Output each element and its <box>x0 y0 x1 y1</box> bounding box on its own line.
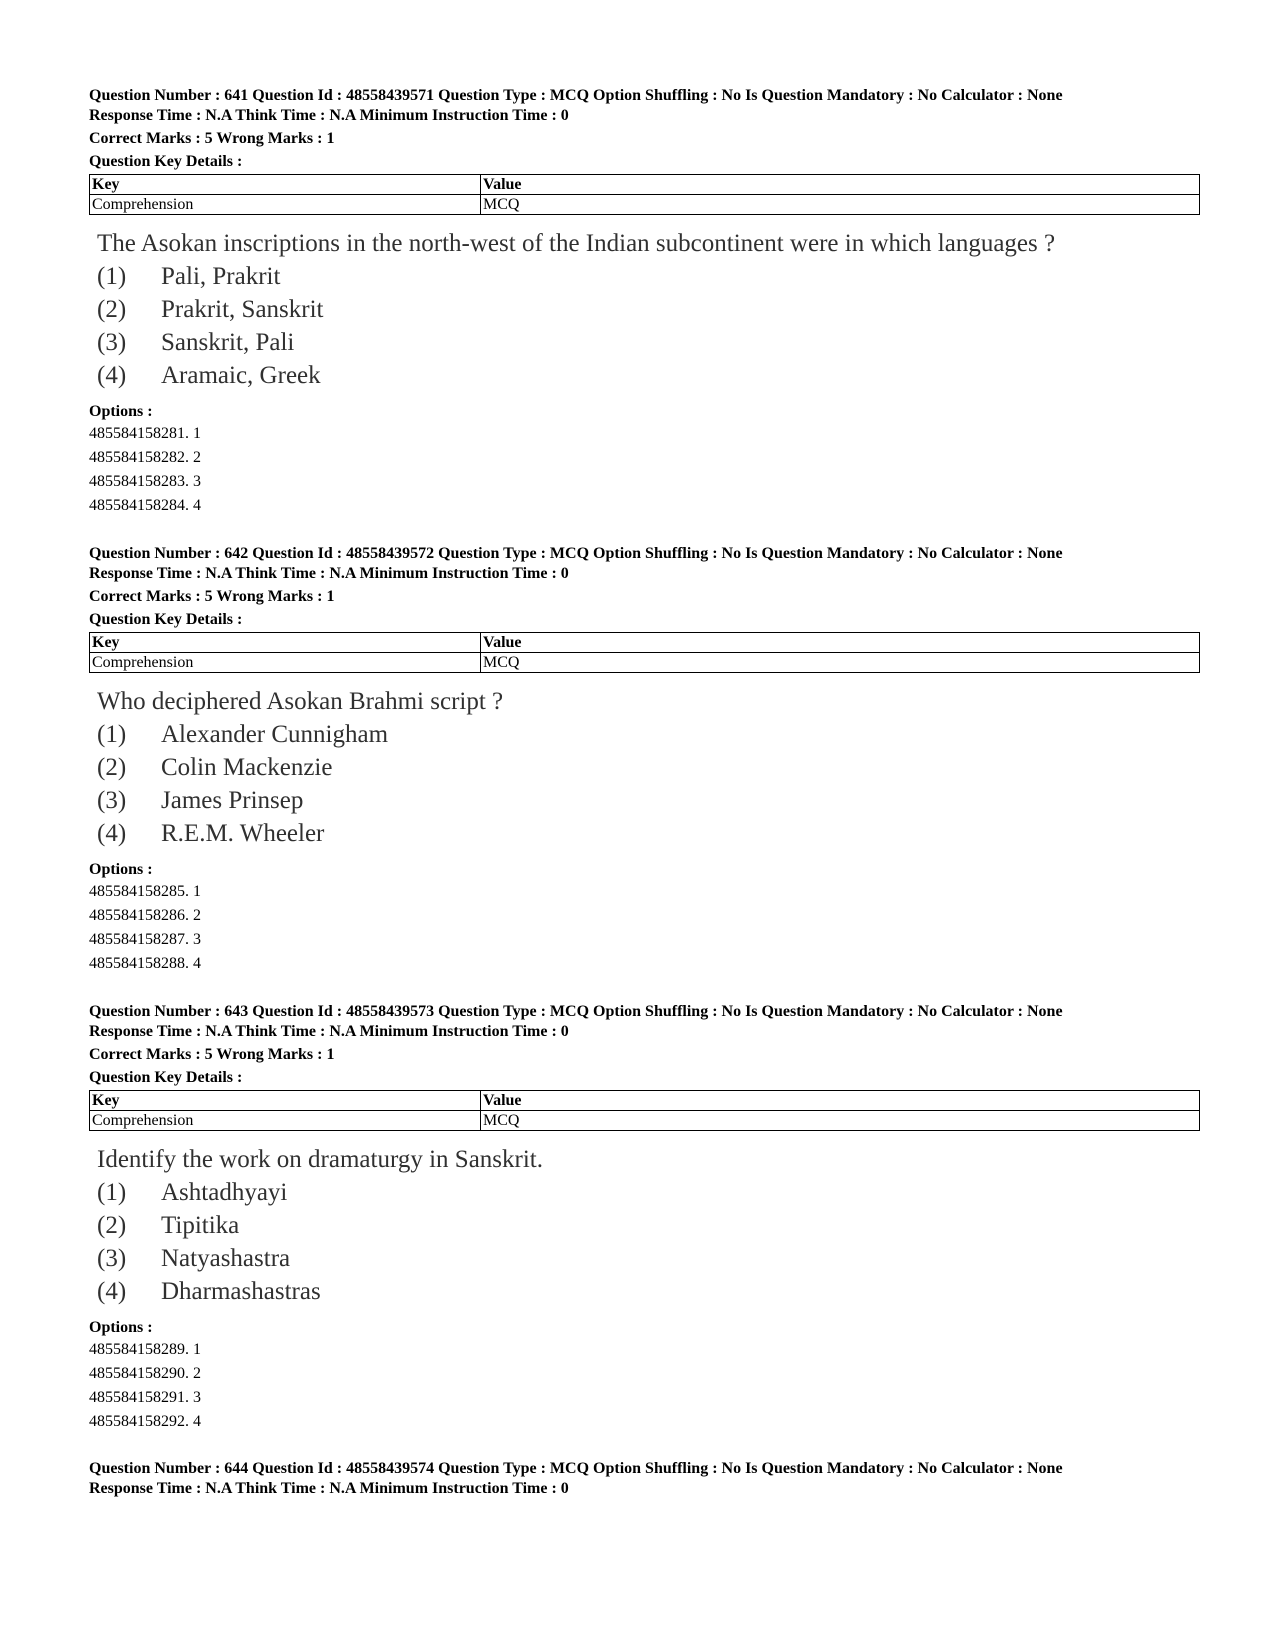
choice-item <box>97 293 1199 326</box>
choice-text: Pali, Prakrit <box>161 263 281 290</box>
table-row <box>90 653 1200 673</box>
choice-number: (2) <box>97 754 127 781</box>
question-key-table <box>89 1090 1200 1131</box>
choice-text: Ashtadhyayi <box>161 1179 288 1206</box>
choice-text: Colin Mackenzie <box>161 754 333 781</box>
choice-item <box>97 359 1199 392</box>
question-content <box>97 1143 1199 1308</box>
question-block-642 <box>89 544 1199 976</box>
question-content <box>97 685 1199 850</box>
options-label: Options : <box>89 403 153 420</box>
list-item: 485584158288. 4 <box>89 955 201 972</box>
choice-text: R.E.M. Wheeler <box>161 820 325 847</box>
table-cell-value: MCQ <box>481 195 1200 215</box>
question-header-line: Question Number : 644 Question Id : 48558439574 Question Type : MCQ Option Shuffling : No Is Question Mandatory : No Calculator : None <box>89 1460 1063 1477</box>
question-marks-line: Correct Marks : 5 Wrong Marks : 1 <box>89 588 335 605</box>
choice-number: (2) <box>97 296 127 323</box>
question-timing-line: Response Time : N.A Think Time : N.A Minimum Instruction Time : 0 <box>89 1023 569 1040</box>
choice-text: Dharmashastras <box>161 1278 321 1305</box>
question-meta <box>89 544 1199 630</box>
choice-number: (1) <box>97 263 127 290</box>
choice-text: James Prinsep <box>161 787 304 814</box>
list-item: 485584158286. 2 <box>89 907 201 924</box>
choice-item <box>97 1242 1199 1275</box>
question-block-643 <box>89 1002 1199 1434</box>
choice-item <box>97 784 1199 817</box>
options-list <box>89 422 1199 518</box>
choice-item <box>97 817 1199 850</box>
table-header-key: Key <box>90 175 481 195</box>
question-marks-line: Correct Marks : 5 Wrong Marks : 1 <box>89 130 335 147</box>
question-meta <box>89 1002 1199 1088</box>
question-timing-line: Response Time : N.A Think Time : N.A Minimum Instruction Time : 0 <box>89 107 569 124</box>
table-row <box>90 195 1200 215</box>
question-block-644 <box>89 1459 1199 1499</box>
table-cell-key: Comprehension <box>90 1111 481 1131</box>
table-header-value: Value <box>481 633 1200 653</box>
question-meta <box>89 86 1199 172</box>
choice-item <box>97 1176 1199 1209</box>
table-cell-value: MCQ <box>481 1111 1200 1131</box>
table-header-row <box>90 633 1200 653</box>
options-list <box>89 1338 1199 1434</box>
table-header-row <box>90 1091 1200 1111</box>
question-timing-line: Response Time : N.A Think Time : N.A Minimum Instruction Time : 0 <box>89 565 569 582</box>
choice-text: Prakrit, Sanskrit <box>161 296 324 323</box>
choice-number: (2) <box>97 1212 127 1239</box>
options-label: Options : <box>89 1319 153 1336</box>
choice-text: Natyashastra <box>161 1245 291 1272</box>
list-item: 485584158292. 4 <box>89 1413 201 1430</box>
choice-text: Tipitika <box>161 1212 240 1239</box>
choice-number: (4) <box>97 362 127 389</box>
choice-text: Alexander Cunnigham <box>161 721 389 748</box>
table-cell-value: MCQ <box>481 653 1200 673</box>
question-header-line: Question Number : 643 Question Id : 48558439573 Question Type : MCQ Option Shuffling : No Is Question Mandatory : No Calculator : None <box>89 1003 1063 1020</box>
list-item: 485584158289. 1 <box>89 1341 201 1358</box>
choice-number: (1) <box>97 1179 127 1206</box>
question-key-details-label: Question Key Details : <box>89 611 243 628</box>
question-meta <box>89 1459 1199 1499</box>
question-header-line: Question Number : 642 Question Id : 48558439572 Question Type : MCQ Option Shuffling : No Is Question Mandatory : No Calculator : None <box>89 545 1063 562</box>
question-key-table <box>89 632 1200 673</box>
table-header-key: Key <box>90 633 481 653</box>
choice-item <box>97 260 1199 293</box>
question-header-line: Question Number : 641 Question Id : 48558439571 Question Type : MCQ Option Shuffling : No Is Question Mandatory : No Calculator : None <box>89 87 1063 104</box>
list-item: 485584158285. 1 <box>89 883 201 900</box>
choice-text: Aramaic, Greek <box>161 362 321 389</box>
choice-number: (4) <box>97 1278 127 1305</box>
choice-item <box>97 1275 1199 1308</box>
table-header-value: Value <box>481 175 1200 195</box>
question-key-details-label: Question Key Details : <box>89 1069 243 1086</box>
choice-number: (1) <box>97 721 127 748</box>
table-row <box>90 1111 1200 1131</box>
list-item: 485584158287. 3 <box>89 931 201 948</box>
question-text: Identify the work on dramaturgy in Sanskrit. <box>97 1146 543 1173</box>
list-item: 485584158291. 3 <box>89 1389 201 1406</box>
choice-item <box>97 326 1199 359</box>
choice-item <box>97 718 1199 751</box>
question-content <box>97 227 1199 392</box>
question-text: Who deciphered Asokan Brahmi script ? <box>97 688 504 715</box>
choice-number: (3) <box>97 1245 127 1272</box>
table-header-value: Value <box>481 1091 1200 1111</box>
choice-text: Sanskrit, Pali <box>161 329 295 356</box>
options-label: Options : <box>89 861 153 878</box>
question-text: The Asokan inscriptions in the north-west of the Indian subcontinent were in which languages ? <box>97 230 1056 257</box>
choice-item <box>97 1209 1199 1242</box>
table-cell-key: Comprehension <box>90 195 481 215</box>
question-block-641 <box>89 86 1199 518</box>
list-item: 485584158282. 2 <box>89 449 201 466</box>
question-key-details-label: Question Key Details : <box>89 153 243 170</box>
options-list <box>89 880 1199 976</box>
choice-number: (4) <box>97 820 127 847</box>
table-cell-key: Comprehension <box>90 653 481 673</box>
list-item: 485584158283. 3 <box>89 473 201 490</box>
question-key-table <box>89 174 1200 215</box>
table-header-key: Key <box>90 1091 481 1111</box>
list-item: 485584158290. 2 <box>89 1365 201 1382</box>
choice-item <box>97 751 1199 784</box>
question-timing-line: Response Time : N.A Think Time : N.A Minimum Instruction Time : 0 <box>89 1480 569 1497</box>
list-item: 485584158281. 1 <box>89 425 201 442</box>
list-item: 485584158284. 4 <box>89 497 201 514</box>
question-marks-line: Correct Marks : 5 Wrong Marks : 1 <box>89 1046 335 1063</box>
choice-number: (3) <box>97 329 127 356</box>
choice-number: (3) <box>97 787 127 814</box>
table-header-row <box>90 175 1200 195</box>
